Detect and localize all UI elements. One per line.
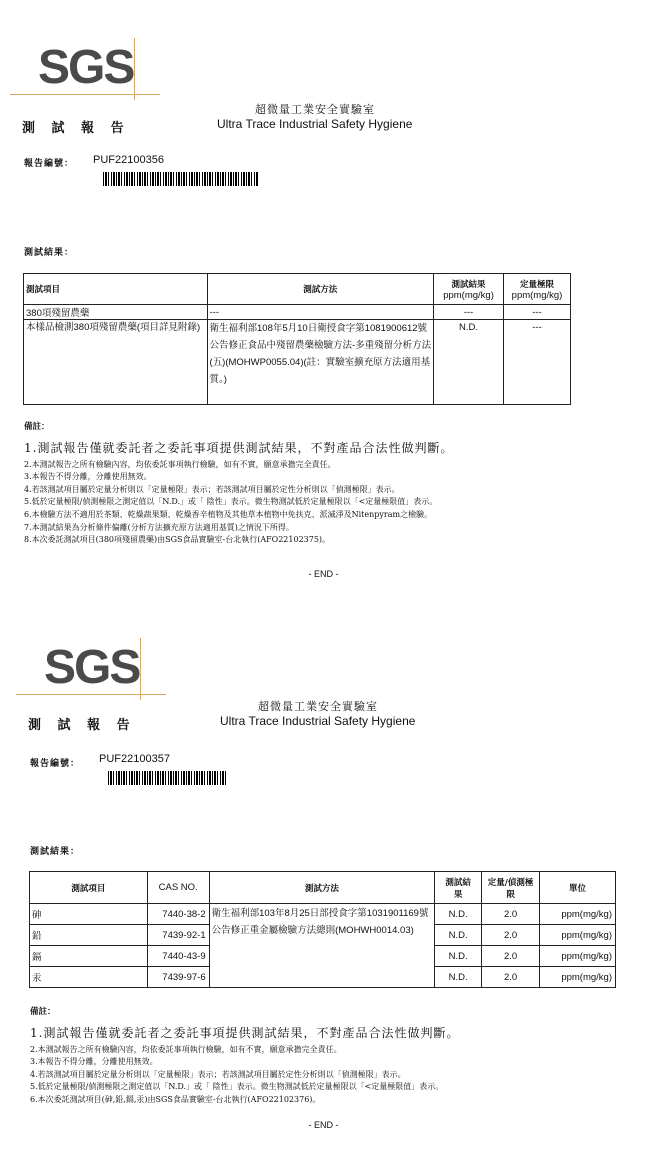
report-2 — [0, 632, 647, 1142]
header-limit-unit: ppm(mg/kg) — [511, 289, 563, 301]
cell-method: 衛生福利部103年8月25日部授食字第1031901169號公告修正重金屬檢驗方法總則(MOHWH0014.03) — [209, 904, 435, 988]
note-item: 3.本報告不得分離，分離使用無效。 — [24, 472, 152, 482]
note-item: 3.本報告不得分離，分離使用無效。 — [30, 1057, 158, 1067]
barcode — [103, 172, 258, 186]
header-result: 測試結果 — [435, 872, 482, 904]
note-item: 4.若該測試項目屬於定量分析則以「定量極限」表示；若該測試項目屬於定性分析則以「偵測極限」表示。 — [24, 484, 400, 494]
cell-result: N.D. — [435, 946, 482, 967]
results-table — [23, 273, 571, 405]
cell-item: 鎘 — [30, 946, 148, 967]
table-row — [24, 320, 571, 405]
cell-method: 衛生福利部108年5月10日衛授食字第1081900612號公告修正食品中殘留農藥檢驗方法-多重殘留分析方法(五)(MOHWP0055.04)(註：實驗室擴充原方法適用基質。) — [207, 320, 434, 405]
barcode — [108, 771, 226, 785]
logo-line-v — [134, 38, 135, 100]
cell-limit: 2.0 — [482, 967, 540, 988]
header-result-unit: ppm(mg/kg) — [443, 289, 494, 301]
note-item: 6.本次委託測試項目(砷,鉛,鎘,汞)由SGS食品實驗室-台北執行(AFO22102376)。 — [30, 1094, 321, 1104]
logo-line-h — [10, 94, 160, 95]
cell-result: N.D. — [435, 904, 482, 925]
results-label: 測試結果： — [30, 847, 81, 857]
note-item: 5.低於定量極限/偵測極限之測定值以「N.D.」或「 陰性」表示。微生物測試低於定量極限以「<定量極限值」表示。 — [30, 1082, 444, 1092]
report-title: 測 試 報 告 — [22, 121, 130, 136]
note-item: 6.本檢驗方法不適用於茶類、乾燥蔬果類、乾燥香辛植物及其他草本植物中免扶克、派滅淨及Nitenpyram之檢驗。 — [24, 509, 433, 519]
note-item: 7.本測試結果為分析條件偏離(分析方法擴充原方法適用基質)之情況下所得。 — [24, 522, 294, 532]
end-marker: - END - — [308, 569, 339, 579]
table-row — [24, 305, 571, 320]
lab-name-cn: 超微量工業安全實驗室 — [255, 103, 375, 116]
header-item: 測試項目 — [24, 274, 208, 305]
header-limit — [504, 274, 571, 305]
lab-name-en: Ultra Trace Industrial Safety Hygiene — [220, 714, 416, 728]
cell-limit: 2.0 — [482, 925, 540, 946]
cell-result: N.D. — [435, 925, 482, 946]
note-item: 2.本測試報告之所有檢驗內容，均依委託事項執行檢驗，如有不實，願意承擔完全責任。 — [30, 1044, 342, 1054]
notes — [24, 421, 624, 547]
header-result — [434, 274, 504, 305]
header-method: 測試方法 — [209, 872, 435, 904]
header-cas: CAS NO. — [147, 872, 209, 904]
cell-cas: 7440-38-2 — [147, 904, 209, 925]
report-no-label: 報告編號： — [24, 159, 75, 169]
lab-name-cn: 超微量工業安全實驗室 — [258, 700, 378, 713]
table-header-row — [30, 872, 616, 904]
sgs-logo-text: SGS — [38, 41, 134, 94]
header-limit-label: 定量極限 — [520, 279, 555, 290]
cell-unit: ppm(mg/kg) — [540, 946, 616, 967]
cell-item: 鉛 — [30, 925, 148, 946]
results-label: 測試結果： — [24, 248, 75, 258]
cell-result: N.D. — [435, 967, 482, 988]
cell-limit: 2.0 — [482, 904, 540, 925]
sgs-logo — [16, 638, 166, 700]
header-limit: 定量/偵測極限 — [482, 872, 540, 904]
cell-cas: 7439-92-1 — [147, 925, 209, 946]
cell-method: --- — [207, 305, 434, 320]
end-marker: - END - — [308, 1120, 339, 1130]
logo-line-h — [16, 694, 166, 695]
lab-name-en: Ultra Trace Industrial Safety Hygiene — [217, 117, 413, 131]
cell-unit: ppm(mg/kg) — [540, 967, 616, 988]
cell-result: N.D. — [434, 320, 504, 405]
cell-limit: 2.0 — [482, 946, 540, 967]
notes-label: 備註： — [30, 1007, 56, 1017]
cell-item: 砷 — [30, 904, 148, 925]
results-table — [29, 871, 616, 988]
sgs-logo-text: SGS — [44, 641, 140, 694]
cell-unit: ppm(mg/kg) — [540, 904, 616, 925]
note-item: 1.測試報告僅就委託者之委託事項提供測試結果，不對產品合法性做判斷。 — [24, 440, 454, 455]
sgs-logo — [10, 38, 160, 100]
header-item: 測試項目 — [30, 872, 148, 904]
cell-unit: ppm(mg/kg) — [540, 925, 616, 946]
report-no-label: 報告編號： — [30, 759, 81, 769]
cell-cas: 7439-97-6 — [147, 967, 209, 988]
note-item: 4.若該測試項目屬於定量分析則以「定量極限」表示；若該測試項目屬於定性分析則以「偵測極限」表示。 — [30, 1069, 406, 1079]
cell-limit: --- — [504, 320, 571, 405]
table-row — [30, 904, 616, 925]
notes — [30, 1006, 630, 1107]
notes-label: 備註： — [24, 422, 50, 432]
note-item: 5.低於定量極限/偵測極限之測定值以「N.D.」或「 陰性」表示。微生物測試低於定量極限以「<定量極限值」表示。 — [24, 497, 438, 507]
header-result-label: 測試結果 — [451, 279, 486, 290]
cell-item: 本樣品檢測380項殘留農藥(項目詳見附錄) — [24, 320, 208, 405]
report-title: 測 試 報 告 — [28, 718, 136, 733]
note-item: 8.本次委託測試項目(380項殘留農藥)由SGS食品實驗室-台北執行(AFO22102375)。 — [24, 535, 331, 545]
table-header-row — [24, 274, 571, 305]
cell-result: --- — [434, 305, 504, 320]
cell-item: 汞 — [30, 967, 148, 988]
report-no: PUF22100356 — [93, 154, 164, 166]
header-unit: 單位 — [540, 872, 616, 904]
logo-line-v — [140, 638, 141, 700]
header-method: 測試方法 — [207, 274, 434, 305]
note-item: 2.本測試報告之所有檢驗內容，均依委託事項執行檢驗，如有不實，願意承擔完全責任。 — [24, 459, 336, 469]
cell-limit: --- — [504, 305, 571, 320]
report-no: PUF22100357 — [99, 753, 170, 765]
cell-item: 380項殘留農藥 — [24, 305, 208, 320]
note-item: 1.測試報告僅就委託者之委託事項提供測試結果，不對產品合法性做判斷。 — [30, 1025, 460, 1040]
cell-cas: 7440-43-9 — [147, 946, 209, 967]
